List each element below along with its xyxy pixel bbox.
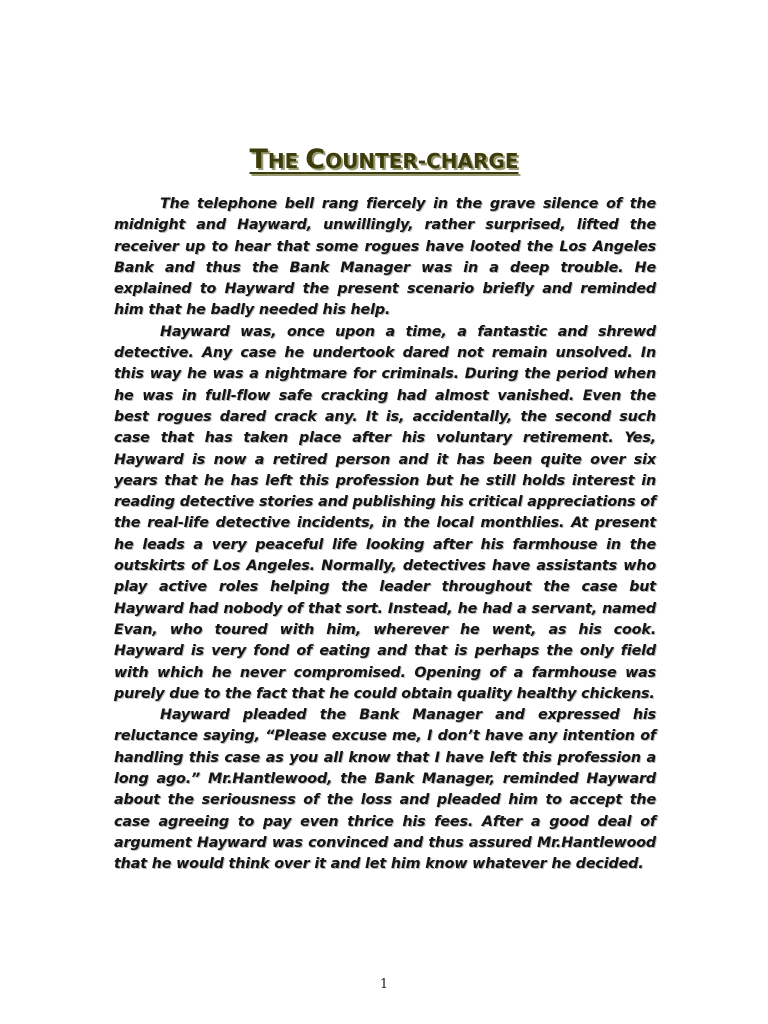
title-initial-the: T	[249, 144, 268, 175]
title-rest-counter: OUNTER-CHARGE	[325, 149, 519, 173]
paragraph-2: Hayward was, once upon a time, a fantastic and shrewd detective. Any case he undertook dared not remain unsolved. In this way he was a nightmare for criminals. During the period when he was in full-flow safe cracking had almost vanished. Even the best rogues dared crack any. It is, accidentally, the second such case that has taken place after his voluntary retirement. Yes, Hayward is now a retired person and it has been quite over six years that he has left this profession but he still holds interest in reading detective stories and publishing his critical appreciations of the real-life detective incidents, in the local monthlies. At present he leads a very peaceful life looking after his farmhouse in the outskirts of Los Angeles. Normally, detectives have assistants who play active roles helping the leader throughout the case but Hayward had nobody of that sort. Instead, he had a servant, named Evan, who toured with him, wherever he went, as his cook. Hayward is very fond of eating and that is perhaps the only field with which he never compromised. Opening of a farmhouse was purely due to the fact that he could obtain quality healthy chickens.	[114, 323, 656, 702]
paragraph-1: The telephone bell rang fiercely in the grave silence of the midnight and Hayward, unwillingly, rather surprised, lifted the receiver up to hear that some rogues have looted the Los Angeles Bank and thus the Bank Manager was in a deep trouble. He explained to Hayward the present scenario briefly and reminded him that he badly needed his help.	[114, 196, 656, 319]
title-rest-the: HE	[267, 149, 306, 173]
page-title	[0, 138, 768, 180]
title-initial-counter: C	[305, 144, 326, 175]
page-number: 1	[379, 977, 389, 992]
story-body	[114, 194, 656, 876]
paragraph-3: Hayward pleaded the Bank Manager and expressed his reluctance saying, “Please excuse me, I don’t have any intention of handling this case as you all know that I have left this profession a long ago.” Mr.Hantlewood, the Bank Manager, reminded Hayward about the seriousness of the loss and pleaded him to accept the case agreeing to pay even thrice his fees. After a good deal of argument Hayward was convinced and thus assured Mr.Hantlewood that he would think over it and let him know whatever he decided.	[114, 707, 656, 873]
